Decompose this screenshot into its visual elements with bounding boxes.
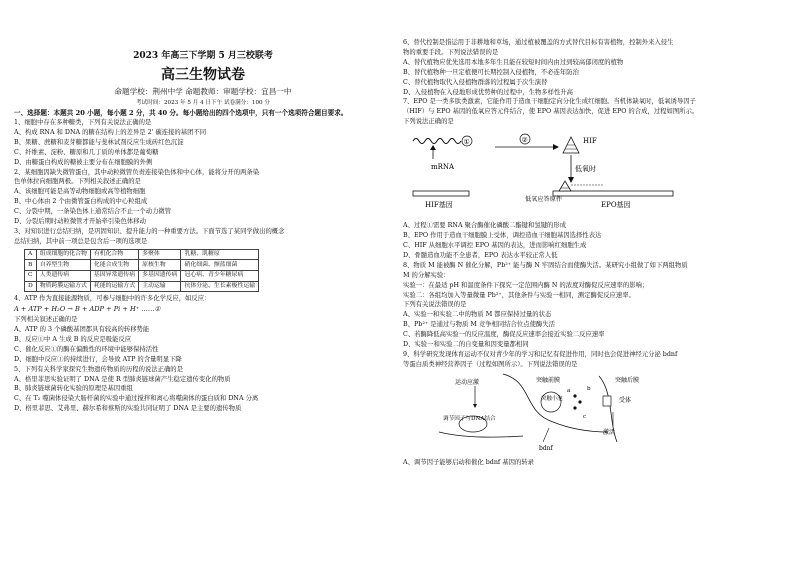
q4-stem-line: 4、ATP 作为直接能源物质，可参与细胞中的许多化学反应，如反应： <box>14 295 211 303</box>
right-text-line: 9、科学研究发现体育运动不仅对青少年的学习和记忆有促进作用，同时也会促进神经元分泌 bdnf <box>403 350 678 358</box>
label-c: c <box>583 413 587 420</box>
table-cell: 物质跨膜运输方式 <box>36 281 90 292</box>
right-text-line: 下列有关说法错误的是 <box>403 301 467 309</box>
table-row <box>25 270 259 281</box>
right-text-line: D、实验一和实验二的自变量和因变量都相同 <box>403 341 529 349</box>
hypoxia-label: 低氧时 <box>575 165 596 174</box>
table-cell: 耗能的运输方式 <box>90 281 138 292</box>
left-text-line: 2、某细胞因缺失微管蛋白，其中动粒微管负责连接染色体和中心体，能将分开的两条染 <box>14 168 260 176</box>
right-text-line: D、入侵植物在入侵地形成优势种的过程中，生物多样性升高 <box>403 88 574 96</box>
vesicle-label: 突触小泡 <box>541 395 563 402</box>
question-4-stem <box>14 294 392 304</box>
question-block-6-7 <box>403 38 784 127</box>
left-text-line: C、纤维素、淀粉、糖原和几丁质的单体都是葡萄糖 <box>14 148 159 156</box>
right-text-line: 实验一：在最适 pH 和温度条件下探究一定范围内酶 N 的浓度对酶促反应速率的影响； <box>403 281 649 289</box>
response-element-label: 低氧应答原件 <box>525 196 563 204</box>
left-text-line: 3、对知识进行总结归纳，是巩固知识、提升能力的一种重要方法。下面节选了某同学做出的概念 <box>14 227 285 235</box>
table-row <box>25 260 259 271</box>
mrna-wave <box>413 139 461 144</box>
left-text-line: 下列相关叙述正确的是 <box>14 316 78 324</box>
left-column <box>14 0 392 414</box>
right-text-line: M 的分解实验： <box>403 271 450 279</box>
left-text-line: A、ATP 的 3 个磷酸基团都具有较高的转移势能 <box>14 325 150 333</box>
left-text-line: B、肺炎链球菌转化实验的原理是基因重组 <box>14 385 133 393</box>
left-text-line: 5、下列有关科学家探究生物遗传物质的历程的说法正确的是 <box>14 365 183 373</box>
right-text-line: 8、物质 M 能被酶 N 催化分解，Pb²⁺ 能与酶 N 牢固结合而使酶失活。某研究小组做了如下两组物质 <box>403 261 688 269</box>
concept-table <box>24 249 259 292</box>
left-text-line: B、中心体由 2 个由微管蛋白构成的中心粒组成 <box>14 198 148 206</box>
right-text-line: 等蛋白质类神经营养因子（过程如图所示）。下列说法错误的是 <box>403 360 578 368</box>
subject-title: 高三生物试卷 <box>161 67 245 83</box>
right-text-line: A、替代植物应优先选用本地多年生且能在较短时间内由过到较高郁闭度的植物 <box>403 58 624 66</box>
bdnf-label: bdnf <box>539 444 553 452</box>
exercise-label: 运动应激 <box>455 378 480 386</box>
table-cell: 基因异常遗传病 <box>90 270 138 281</box>
table-cell: C <box>25 270 37 281</box>
right-text-line: B、替代植物种一旦定植便可长期控制入侵植物，不必连年防治 <box>403 68 579 76</box>
table-row <box>25 281 259 292</box>
right-text-line: 下列说法正确的是 <box>403 118 454 126</box>
epo-gene-label: EPO基因 <box>601 201 631 210</box>
right-text-line: A、实验一和实验二中的物质 M 都应保持过量的状态 <box>403 311 552 319</box>
section-heading: 一、选择题：本题共 20 小题，每小题 2 分，共 40 分。每小题给出的四个选项中，只有一个选项符合题目要求。 <box>14 109 348 117</box>
table-cell: 抗体分泌、生长素极性运输 <box>181 281 259 292</box>
right-text-line: 物的重要手段。下列说法错误的是 <box>403 48 499 56</box>
reaction-equation: A + ATP + H₂O → B + ADP + Pi + H⁺ ……① <box>14 305 161 314</box>
question-block-1-3 <box>14 118 392 247</box>
synaptic-vesicle <box>541 392 561 412</box>
epo-hif-svg <box>403 129 784 219</box>
right-text-line: C、若酶降低高实验一的反应温度，酶促反应速率会接近实验二反应速率 <box>403 331 605 339</box>
postsynaptic-label: 突触后膜 <box>615 376 640 384</box>
right-text-line: A、过程①需要 RNA 聚合酶催化磷酸二酯键和氢键的形成 <box>403 222 567 230</box>
left-text-line: 1、细胞中存在多种糖类，下列有关说法正确的是 <box>14 119 152 126</box>
label-a: a <box>567 387 571 394</box>
question-block-4-5 <box>14 315 392 414</box>
label-2: ② <box>521 136 528 145</box>
table-cell: 组成细胞的化合物 <box>36 249 90 260</box>
response-element <box>559 181 571 191</box>
q9-option-a: A、调节因子能够启动和催化 bdnf 基因的转录 <box>403 458 535 466</box>
left-text-line: C、在 T₂ 噬菌体侵染大肠杆菌的实验中通过搅拌和离心将噬菌体的蛋白质和 DNA 分离 <box>14 395 259 403</box>
table-cell: 主动运输 <box>139 281 181 292</box>
left-text-line: C、分裂中期，一条染色体上通常结合不止一个动力微管 <box>14 208 172 216</box>
left-text-line: 总结归纳，其中前一项总是包含后一项的选项是 <box>14 237 148 245</box>
right-text-line: C、替代植物取代入侵植物群落的过程属于次生演替 <box>403 78 548 86</box>
regulator-label: 调节因子与DNA结合 <box>443 415 496 422</box>
left-text-line: D、由糖蛋白构成的糖被主要分布在细胞膜的外侧 <box>14 158 153 166</box>
table-cell: 有机化合物 <box>90 249 138 260</box>
bdnf-diagram <box>403 372 784 456</box>
left-text-line: 色单体拉向细胞两极。下列相关叙述正确的是 <box>14 178 141 186</box>
left-text-line: A、格里菲思实验证明了 DNA 是使 R 型肺炎链球菌产生稳定遗传变化的物质 <box>14 375 231 383</box>
activate-label: 激活 <box>603 428 616 436</box>
table-cell: 多聚体 <box>139 249 181 260</box>
table-cell: 自养型生物 <box>36 260 90 271</box>
right-text-line: 6、替代控制是指运用于非耕地和草场，通过植被覆盖的方式替代目标有害植物，控制外来入侵生 <box>403 39 674 46</box>
table-cell: D <box>25 281 37 292</box>
left-text-line: C、催化反应①的酶在偏酸性的环境中能够保持活性 <box>14 345 159 353</box>
hif-gene-bar <box>413 191 469 196</box>
right-text-line: B、EPO 作用于造血干细胞膜上受体，调控造血干细胞基因选择性表达 <box>403 232 602 240</box>
table-cell: 乳糖、肌糖原 <box>181 249 259 260</box>
receptor-label: 受体 <box>619 396 632 404</box>
exam-info: 考试时间：2023 年 5 月 4 日下午 试卷满分：100 分 <box>136 100 270 106</box>
left-text-line: A、构成 RNA 和 DNA 的糖在结构上的差异是 2' 碳连接的基团不同 <box>14 128 207 136</box>
epo-gene-bar <box>553 191 673 196</box>
table-cell: 冠心病、青少年糖尿病 <box>181 270 259 281</box>
exam-title: 2023 年高三下学期 5 月三校联考 <box>133 51 273 61</box>
right-column <box>403 38 784 468</box>
table-row <box>25 249 259 260</box>
table-cell: B <box>25 260 37 271</box>
epo-hif-diagram <box>403 129 784 219</box>
label-b: b <box>587 385 591 392</box>
left-text-line: D、分裂后期时动粒微管才开始牵引染色体移动 <box>14 218 146 226</box>
question-block-7-9 <box>403 221 784 370</box>
table-cell: 人类遗传病 <box>36 270 90 281</box>
table-cell: 原核生物 <box>139 260 181 271</box>
hif-gene-label: HIF基因 <box>425 201 453 210</box>
left-text-line: A、该细胞可能是高等动物细胞或高等植物细胞 <box>14 188 146 196</box>
receptor <box>603 396 611 406</box>
table-cell: 多基因遗传病 <box>139 270 181 281</box>
right-text-line: C、HIF 从细胞水平调控 EPO 基因的表达，进而影响红细胞生成 <box>403 241 587 249</box>
table-cell: 化能合成生物 <box>90 260 138 271</box>
label-1: ① <box>463 138 470 147</box>
right-text-line: 7、EPO 是一类多肽类激素，它能作用于造血干细胞定向分化生成红细胞。当机体缺氧时，低氧诱导因子 <box>403 98 696 106</box>
right-text-line: D、骨髓造血功能不全患者，EPO 表达水平较正常人低 <box>403 251 558 259</box>
left-text-line: B、反应①中 A 生成 B 的反应是吸能反应 <box>14 335 132 343</box>
presynaptic-label: 突触前膜 <box>536 376 561 384</box>
right-text-line: 实验二：各组均加入等量微量 Pb²⁺，其他条件与实验一相同，测定酶促反应速率。 <box>403 291 635 299</box>
table-cell: 硝化细菌、颤蓝细菌 <box>181 260 259 271</box>
right-text-line: B、Pb²⁺ 是通过与物质 M 竞争相同结合位点使酶失活 <box>403 321 555 329</box>
hif-label: HIF <box>583 137 597 146</box>
bdnf-svg <box>403 372 784 456</box>
table-cell: A <box>25 249 37 260</box>
right-text-line: （HIF）与 EPO 基因的低氧应答元件结合，使 EPO 基因表达加快，促进 EPO 的合成，过程如图所示。 <box>403 108 699 116</box>
left-text-line: D、细胞中反应①的持续进行，会导致 ATP 的含量明显下降 <box>14 355 182 363</box>
left-text-line: D、格里菲思、艾弗里、赫尔希和蔡斯的实验共同证明了 DNA 是主要的遗传物质 <box>14 405 242 413</box>
left-text-line: B、果糖、蔗糖和麦芽糖都能与斐林试剂反应生成砖红色沉淀 <box>14 138 184 146</box>
mrna-label: mRNA <box>431 163 455 172</box>
schools-line: 命题学校：荆州中学 命题教师：审题学校：宜昌一中 <box>114 87 292 96</box>
